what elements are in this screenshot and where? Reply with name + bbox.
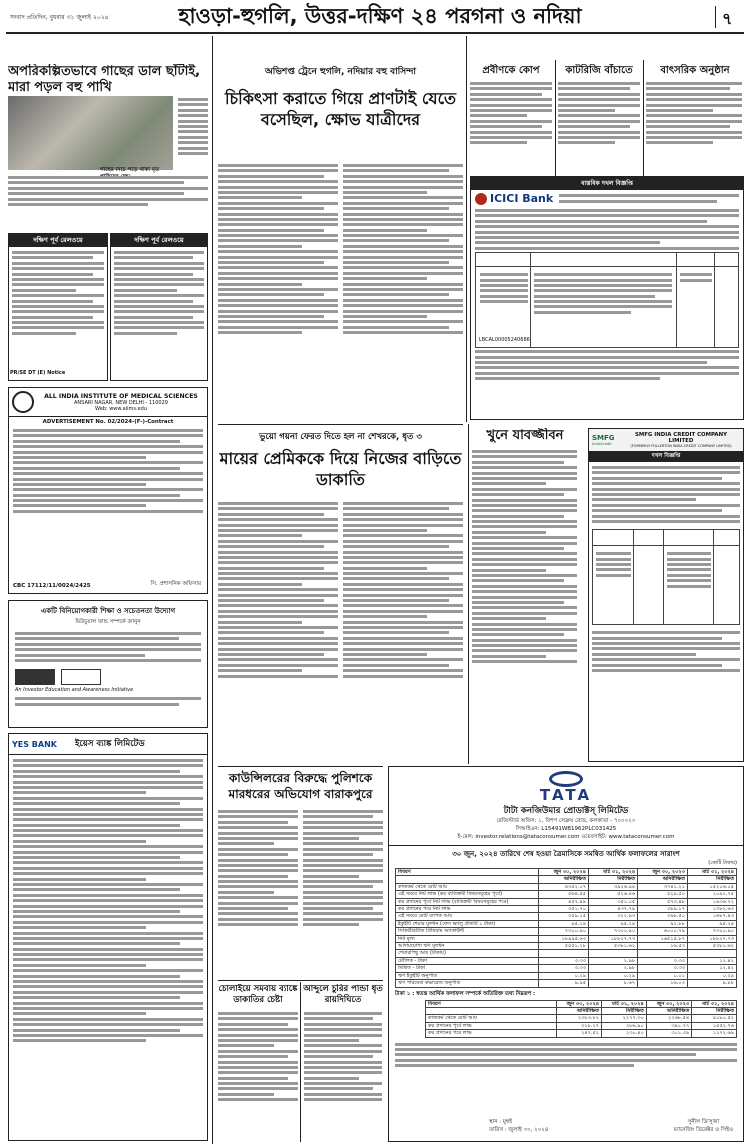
aiims-address: ANSARI NAGAR, NEW DELHI - 110029 xyxy=(74,399,168,406)
investor-education-sub: মিউচুয়াল ফান্ড সম্পর্কে জানুন xyxy=(75,619,141,625)
table-cell: ৭৩০০.৯০ xyxy=(589,928,638,935)
tata-results-ad xyxy=(388,766,744,1142)
smfg-title: SMFG INDIA CREDIT COMPANY LIMITED xyxy=(634,432,728,444)
aiims-title: ALL INDIA INSTITUTE OF MEDICAL SCIENCES xyxy=(44,392,198,400)
table-cell: ৯৫.২৪ xyxy=(687,920,736,927)
table-cell: এই সময়ে নিট লাভ (কর ব্যতিক্রমী বিষয়সমূহের পূর্বে) xyxy=(396,891,539,898)
table-cell xyxy=(638,950,688,957)
table-cell: ১৫২০৬.০৫ xyxy=(687,883,736,890)
table-row xyxy=(396,943,737,950)
council-body xyxy=(218,808,383,978)
ejehc-logo xyxy=(61,669,101,685)
table-header-cell: জুন ৩০, ২০২৪ xyxy=(539,869,589,876)
investor-education-title: একটি বিনিয়োগকারী শিক্ষা ও সচেতনতা উদ্যোগ xyxy=(40,607,176,615)
table-cell: ১৬৫১৫.৮৭ xyxy=(638,935,688,942)
table-cell: ৩.৩৩ xyxy=(539,957,589,964)
table-header-cell: বিবরণ xyxy=(426,1000,557,1007)
table-header-cell: নিরীক্ষিত xyxy=(687,876,736,883)
tata-results-table xyxy=(395,868,737,988)
table-cell: ৯১৮০.৫২ xyxy=(692,1015,737,1022)
table-cell: ইকুইটি শেয়ার মূলধন (ফেস ভ্যালু প্রতিটি ১ টাকা) xyxy=(396,920,539,927)
tata-company-name: টাটা কনজিউমার প্রোডাক্টস্ লিমিটেড xyxy=(503,806,629,816)
table-cell: ০.২৯ xyxy=(589,972,638,979)
table-cell: ৩৫১.০৫ xyxy=(589,898,638,905)
table-cell: ২০৯২.৭৫ xyxy=(687,891,736,898)
table-cell: ৩০১.৩৯ xyxy=(646,1030,691,1037)
table-header-cell: নিরীক্ষিত xyxy=(589,876,638,883)
rail-notice-title: দক্ষিণ পূর্ব রেলওয়ে xyxy=(9,234,107,247)
table-header-cell: অনিরীক্ষিত xyxy=(539,876,589,883)
table-cell: ২২৬৮.৫৪ xyxy=(646,1015,691,1022)
table-cell: ১১৭২.৬৯ xyxy=(692,1030,737,1037)
table-cell: ৯৫.২৪ xyxy=(589,920,638,927)
katri-headline: কাটরিজি বাঁচাতে xyxy=(565,65,633,76)
table-cell: ২৩০.৪০ xyxy=(602,1030,647,1037)
tata-logo-icon xyxy=(549,771,583,787)
table-cell: ০.২৯ xyxy=(539,972,589,979)
table-cell: ২৪৭.৫২ xyxy=(556,1030,601,1037)
table-cell: সিকিউরিটিজ প্রিমিয়াম অ্যাকাউন্ট xyxy=(396,928,539,935)
table-cell: কাজকর্ম থেকে মোট আয় xyxy=(396,883,539,890)
yes-bank-title: ইয়েস ব্যাঙ্ক লিমিটেড xyxy=(75,739,145,749)
rail-footer: PR/SE DT (E) Notice xyxy=(10,370,66,376)
table-cell: ৭৩০০.৯০ xyxy=(687,928,736,935)
table-row xyxy=(396,935,737,942)
table-cell: ২৮৬.৯০ xyxy=(602,1022,647,1029)
aiims-website: Web: www.aiims.edu xyxy=(95,405,147,412)
aiims-ad xyxy=(8,387,208,594)
table-cell: ৫৬৪.৫৫ xyxy=(539,891,589,898)
rail-notice-title-2: দক্ষিণ পূর্ব রেলওয়ে xyxy=(111,234,207,247)
table-cell: ৩৯২৬.৯৪ xyxy=(589,883,638,890)
table-row xyxy=(396,891,737,898)
table-cell: ৯২.৮৮ xyxy=(638,920,688,927)
table-cell: ৪৩৫২.০৭ xyxy=(539,883,589,890)
table-cell: কর প্রদানের পূর্বে লাভ xyxy=(426,1022,557,1029)
smfg-logo-sub: IndiaCredit xyxy=(592,442,612,446)
table-row xyxy=(396,928,737,935)
tata-sign-name: সুনীল ডি'সুজা ম্যানেজিং ডিরেক্টর ও সিইও xyxy=(673,1119,733,1133)
table-cell: ০.২৯ xyxy=(687,972,736,979)
tata-unit: (কোটি টাকায়) xyxy=(708,860,737,866)
table-cell: শেয়ারপিছু আয় (টাকায়) xyxy=(396,950,539,957)
table-cell: ৩.৩৩ xyxy=(539,965,589,972)
train-story-kicker: অভিশপ্ত ট্রেনে হুগলি, নদিয়ার বহু বাসিন্দা xyxy=(264,67,417,77)
tata-sign-place: স্থান : মুম্বই তারিখ : জুলাই ৩০, ২০২৪ xyxy=(489,1119,549,1133)
tata-results-title: ৩০ জুন, ২০২৪ তারিখে শেষ হওয়া ত্রৈমাসিকে সমন্বিত আর্থিক ফলাফলের সারাংশ xyxy=(389,845,743,860)
table-cell: ৩.৩৩ xyxy=(638,957,688,964)
page-number: ৭ xyxy=(722,9,733,28)
table-cell: ৩১৮.২৭ xyxy=(556,1022,601,1029)
table-header-cell: মার্চ ৩১, ২০২৪ xyxy=(687,869,736,876)
pravin-headline: প্রবীণকে কোপ xyxy=(482,65,540,76)
table-row xyxy=(396,898,737,905)
train-story-body xyxy=(218,162,463,420)
table-cell: ২২৭৭.৩০ xyxy=(602,1015,647,1022)
masthead-title: হাওড়া-হুগলি, উত্তর-দক্ষিণ ২৪ পরগনা ও নদিয়া xyxy=(178,4,582,28)
table-cell: কর প্রদানের পূর্বে নিট লাভ (ব্যতিক্রমী বিষয়সমূহের পরে) xyxy=(396,898,539,905)
table-row xyxy=(396,950,737,957)
bhdc-logo xyxy=(15,669,55,685)
table-cell xyxy=(687,950,736,957)
table-cell: ৩৮৯.১৭ xyxy=(638,906,688,913)
tree-story-caption: গাছের নিচে পড়ে থাকা মৃত xyxy=(100,167,160,173)
table-cell: ৩৫১.৭০ xyxy=(539,906,589,913)
rail-notice-left xyxy=(8,233,108,381)
table-row xyxy=(426,1015,737,1022)
smfg-notice-title: দখল বিজ্ঞপ্তি xyxy=(589,452,743,462)
table-header-cell: নিরীক্ষিত xyxy=(692,1007,737,1014)
table-header-cell: জুন ৩০, ২০২৪ xyxy=(556,1000,601,1007)
abdul-body xyxy=(304,1010,382,1140)
table-header-cell: মার্চ ৩১, ২০২৪ xyxy=(692,1000,737,1007)
aiims-signatory: সি. প্রশাসনিক অফিসার xyxy=(150,581,201,587)
icici-notice-title: বাস্তবিক দখল বিজ্ঞপ্তি xyxy=(471,177,743,190)
table-row xyxy=(396,965,737,972)
abdul-headline: আব্দুলে চুরির পান্ডা ধৃত রায়দিঘিতে xyxy=(303,984,383,1005)
table-cell: ৩.৩৩ xyxy=(638,965,688,972)
table-cell: মৌলিক - টাকা xyxy=(396,957,539,964)
icici-loan-code: LBCAL00005240686 xyxy=(479,337,530,344)
table-cell xyxy=(539,950,589,957)
tata-standalone-intro: টাকা ১ : স্বতন্ত্র আর্থিক ফলাফল সম্পর্কে অতিরিক্ত তথ্য নিম্নরূপ : xyxy=(395,990,536,997)
table-cell: ৯.৮৮ xyxy=(687,980,736,987)
table-cell: ৪৫৭.৪৯ xyxy=(539,898,589,905)
barshik-headline: বাৎসরিক অনুষ্ঠান xyxy=(660,65,730,76)
table-header-cell: মার্চ ৩১, ২০২৪ xyxy=(589,869,638,876)
table-row xyxy=(396,957,737,964)
table-cell: ১২.৪২ xyxy=(687,965,736,972)
table-cell: ৭৩০০.৯০ xyxy=(539,928,589,935)
table-cell: কাজকর্ম থেকে মোট আয় xyxy=(426,1015,557,1022)
table-cell: ৯৫.২৪ xyxy=(539,920,589,927)
table-cell xyxy=(589,950,638,957)
table-cell: এই সময়ে মোট ব্যাপক আয় xyxy=(396,913,539,920)
table-cell: ১৬.০৩ xyxy=(638,980,688,987)
khun-headline: খুনে যাবজ্জীবন xyxy=(486,428,564,443)
table-header-cell xyxy=(396,876,539,883)
tree-story-photo xyxy=(8,96,173,170)
table-cell: ৪৩৭.৭৯ xyxy=(589,906,638,913)
tata-address: রেজিস্টার্ড অফিস: ১, বিশপ লেফ্রয় রোড, কলকাতা - ৭০০০২০ xyxy=(496,818,636,824)
table-header-cell: বিবরণ xyxy=(396,869,539,876)
table-cell: ৫৩৮১.৬২ xyxy=(589,943,638,950)
yes-bank-ad xyxy=(8,733,208,1141)
table-row xyxy=(396,980,737,987)
table-row xyxy=(396,906,737,913)
table-cell: ১৯৩৬.৭২ xyxy=(687,898,736,905)
table-row xyxy=(396,883,737,890)
smfg-logo: SMFG xyxy=(592,434,615,442)
table-header-cell xyxy=(426,1007,557,1014)
table-cell: কর প্রদানের পরে লাভ xyxy=(426,1030,557,1037)
investor-education-tagline: An Investor Education and Awareness Initiative xyxy=(15,687,134,694)
table-cell: ৩৭৪১.২১ xyxy=(638,883,688,890)
table-header-cell: অনিরীক্ষিত xyxy=(556,1007,601,1014)
table-cell: মিশ্রিত - টাকা xyxy=(396,965,539,972)
tree-story-body xyxy=(8,174,208,222)
table-row xyxy=(396,972,737,979)
table-cell: কর প্রদানের পরে নিট লাভ xyxy=(396,906,539,913)
tata-cin: সিআইএন: L15491WB1962PLC031425 xyxy=(515,826,617,832)
table-cell: ৩৯১.৭৭ xyxy=(646,1022,691,1029)
bank-headline: চোলাইয়ে সমবায় ব্যাঙ্কে ডাকাতির চেষ্টা xyxy=(218,984,298,1005)
tata-brand: TATA xyxy=(539,786,593,804)
table-cell: ১৬৮৭.৪৩ xyxy=(687,913,736,920)
table-cell: ৮.৬৭ xyxy=(589,980,638,987)
table-cell: ১৫৫২.৭৬ xyxy=(692,1022,737,1029)
investor-education-ad xyxy=(8,600,208,728)
table-cell: ৬০০০.৭৯ xyxy=(638,928,688,935)
table-cell: ৫৫৫১.২৮ xyxy=(539,943,589,950)
dakati-headline: মায়ের প্রেমিককে দিয়ে নিজের বাড়িতে ডাকাতি xyxy=(219,449,462,489)
table-cell: ০.০১ xyxy=(638,972,688,979)
tata-contact: ই-মেল: investor.relations@tataconsumer.com ওয়েবসাইট: www.tataconsumer.com xyxy=(457,834,675,840)
table-cell: আদায়যোগ্য ঋণ মূলধন xyxy=(396,943,539,950)
table-row xyxy=(396,913,737,920)
table-cell: ৫২৯.৫০ xyxy=(638,891,688,898)
table-header-cell: অনিরীক্ষিত xyxy=(646,1007,691,1014)
table-cell: ১৮৮২৭.৭৩ xyxy=(687,935,736,942)
tree-story-headline: অপরিকল্পিতভাবে গাছের ডাল ছাঁটাই, মারা পড়ল বহু পাখি xyxy=(8,64,201,95)
table-cell: ১৬.৫৩ xyxy=(638,943,688,950)
table-cell: ২.৯৮ xyxy=(589,957,638,964)
katri-body xyxy=(558,80,640,174)
smfg-former-name: (FORMERLY FULLERTON INDIA CREDIT COMPANY LIMITED) xyxy=(630,444,732,448)
table-cell: ১৮৯৯৫.৬৩ xyxy=(539,935,589,942)
aiims-logo xyxy=(12,391,34,413)
icici-logo: ICICI Bank xyxy=(490,192,554,205)
bank-body xyxy=(218,1010,298,1140)
aiims-adv-number: ADVERTISEMENT No. 02/2024-(F-)-Contract xyxy=(42,419,174,425)
table-cell: ৫৭৩.৪৮ xyxy=(638,898,688,905)
table-cell: ২.৯৮ xyxy=(589,965,638,972)
barshik-body xyxy=(646,80,742,174)
dakati-kicker: ভুয়ো গয়না ফেরত দিতে হল না শেখরকে, ধৃত ৩ xyxy=(259,432,422,442)
table-cell: ঋণ পরিষেবা কভারেজ অনুপাত xyxy=(396,980,539,987)
table-cell: ৫২৬.৪৬ xyxy=(589,891,638,898)
table-row xyxy=(426,1022,737,1029)
train-story-headline: চিকিৎসা করাতে গিয়ে প্রাণটাই যেতে বসেছিল, ক্ষোভ যাত্রীদের xyxy=(224,89,457,129)
table-cell: ১৮৮২৭.৭৩ xyxy=(589,935,638,942)
khun-body xyxy=(472,448,577,760)
table-cell: ৩২২.৯৩ xyxy=(589,913,638,920)
table-cell: ১২.৪২ xyxy=(687,957,736,964)
icici-notice xyxy=(470,176,744,420)
table-cell: ৩৯৮.৫০ xyxy=(638,913,688,920)
table-header-cell: মার্চ ৩১, ২০২৪ xyxy=(602,1000,647,1007)
dakati-body xyxy=(218,500,463,762)
table-cell: নিট মূল্য xyxy=(396,935,539,942)
icici-logo-icon xyxy=(475,193,487,205)
table-cell: ১৩৮২.৬৩ xyxy=(687,906,736,913)
pravin-body xyxy=(470,80,552,174)
aiims-cbc: CBC 17112/11/0024/2425 xyxy=(13,583,91,589)
tree-story-side-body xyxy=(178,96,208,168)
rail-notice-right xyxy=(110,233,208,381)
table-header-cell: জুন ৩০, ২০২৩ xyxy=(646,1000,691,1007)
table-cell: ৯.৯৫ xyxy=(539,980,589,987)
table-header-cell: অনিরীক্ষিত xyxy=(638,876,688,883)
council-headline: কাউন্সিলরের বিরুদ্ধে পুলিশকে মারধরের অভিযোগ বারাকপুরে xyxy=(228,771,373,801)
table-cell: ৩৫৯.১৫ xyxy=(539,913,589,920)
table-cell: ২৩৮৩.৮২ xyxy=(556,1015,601,1022)
table-cell: ঋণ ইকুইটি অনুপাত xyxy=(396,972,539,979)
table-header-cell: জুন ৩০, ২০২৩ xyxy=(638,869,688,876)
tata-standalone-table xyxy=(425,1000,737,1038)
masthead-date: সংবাদ প্রতিদিন, বুধবার ৩১ জুলাই ২০২৪ xyxy=(10,14,109,21)
table-cell: ৫৩৮১.৬২ xyxy=(687,943,736,950)
table-header-cell: নিরীক্ষিত xyxy=(602,1007,647,1014)
smfg-notice xyxy=(588,428,744,762)
table-row xyxy=(426,1030,737,1037)
yes-bank-logo: YES BANK xyxy=(12,739,57,749)
table-row xyxy=(396,920,737,927)
